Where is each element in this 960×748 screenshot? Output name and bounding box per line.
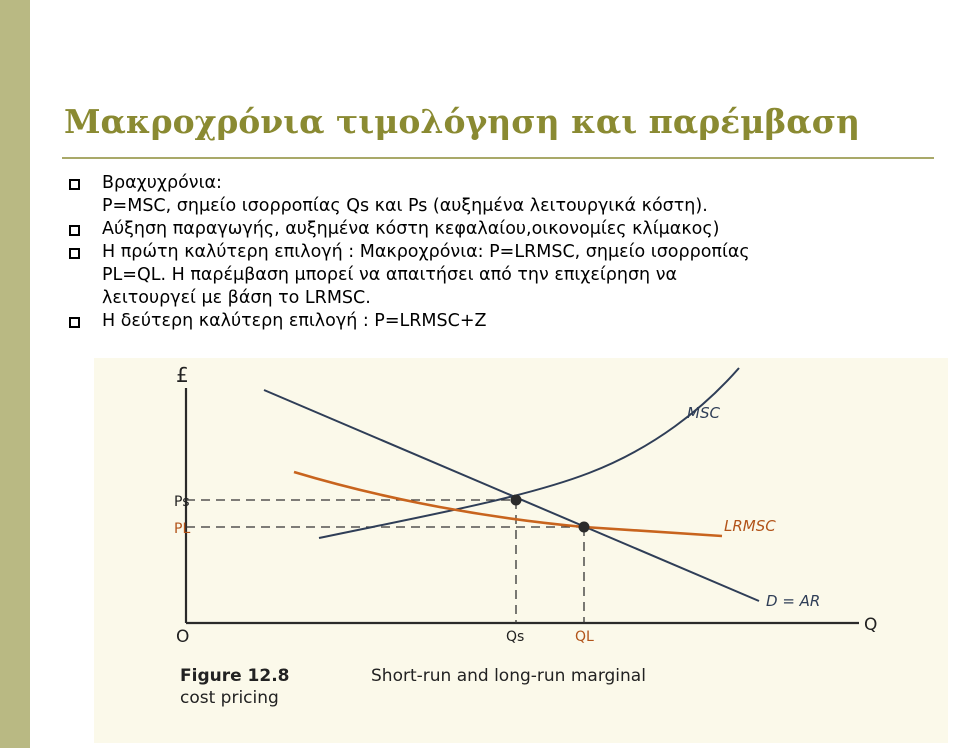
figure-number: Figure 12.8 (180, 666, 290, 686)
y-axis-label: £ (176, 363, 189, 387)
lrmsc-label: LRMSC (724, 517, 776, 535)
slide-title: Μακροχρόνια τιμολόγηση και παρέμβαση (64, 102, 861, 141)
bullet-line: Η πρώτη καλύτερη επιλογή : Μακροχρόνια: P=LRMSC, σημείο ισορροπίας (102, 242, 750, 262)
figure-caption-line-1: Short-run and long-run marginal (371, 666, 646, 686)
origin-label: O (176, 627, 190, 647)
bullet-second-best (62, 310, 942, 333)
title-divider (62, 157, 934, 159)
bullet-line: Βραχυχρόνια: (102, 173, 222, 193)
bullet-production-increase (62, 218, 942, 241)
square-bullet-icon (69, 225, 80, 236)
square-bullet-icon (69, 317, 80, 328)
bullet-line: PL=QL. Η παρέμβαση μπορεί να απαιτήσει από την επιχείρηση να (102, 265, 678, 285)
square-bullet-icon (69, 179, 80, 190)
cost-pricing-figure (94, 358, 948, 743)
long-run-equilibrium-point (579, 522, 590, 533)
msc-label: MSC (687, 404, 720, 422)
figure-caption-line-2: cost pricing (180, 688, 279, 708)
pricing-diagram (94, 358, 948, 743)
bullet-list (62, 172, 942, 333)
bullet-line: P=MSC, σημείο ισορροπίας Qs και Ps (αυξημένα λειτουργικά κόστη). (102, 196, 708, 216)
x-axis-label: Q (864, 615, 878, 635)
demand-label: D = AR (766, 592, 821, 610)
ps-label: Ps (174, 494, 190, 510)
msc-curve (319, 368, 739, 538)
qs-label: Qs (506, 629, 525, 645)
bullet-line: Η δεύτερη καλύτερη επιλογή : P=LRMSC+Z (102, 311, 487, 331)
bullet-line: Αύξηση παραγωγής, αυξημένα κόστη κεφαλαίου,οικονομίες κλίμακος) (102, 219, 720, 239)
ql-label: QL (575, 629, 594, 645)
pl-label: PL (174, 521, 191, 537)
demand-curve (264, 390, 759, 601)
bullet-first-best (62, 241, 942, 310)
bullet-short-run (62, 172, 942, 218)
left-accent-bar (0, 0, 30, 748)
bullet-line: λειτουργεί με βάση το LRMSC. (102, 288, 371, 308)
short-run-equilibrium-point (511, 495, 522, 506)
square-bullet-icon (69, 248, 80, 259)
